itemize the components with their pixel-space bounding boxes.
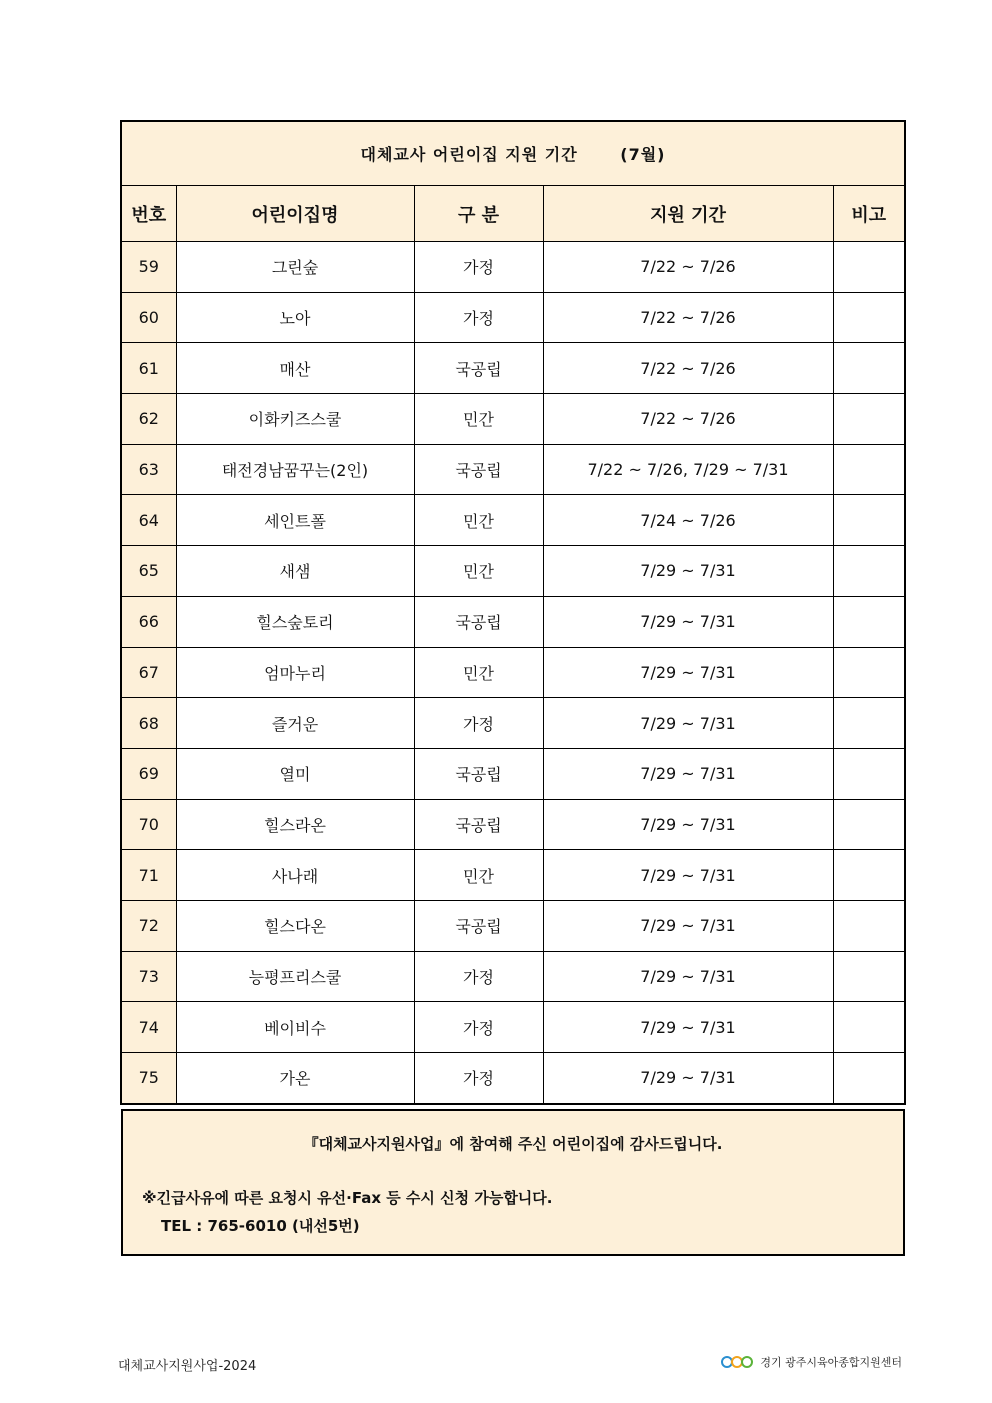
table-title	[121, 121, 905, 186]
header-category: 구 분	[414, 186, 543, 242]
row-number-cell: 71	[121, 850, 176, 901]
notice-tel: TEL : 765-6010 (내선5번)	[161, 1217, 360, 1235]
table-row	[121, 546, 905, 597]
row-number-cell: 65	[121, 546, 176, 597]
row-number-cell: 62	[121, 394, 176, 445]
row-remarks-cell	[833, 444, 905, 495]
footer-right	[720, 1353, 902, 1371]
header-support-period: 지원 기간	[543, 186, 833, 242]
row-number-cell: 69	[121, 748, 176, 799]
row-support-period-cell: 7/29 ~ 7/31	[543, 698, 833, 749]
notice-thanks: 『대체교사지원사업』에 참여해 주신 어린이집에 감사드립니다.	[303, 1135, 723, 1153]
table-row	[121, 1002, 905, 1053]
row-support-period-cell: 7/29 ~ 7/31	[543, 799, 833, 850]
row-category-cell: 가정	[414, 242, 543, 293]
table-row	[121, 596, 905, 647]
row-support-period-cell: 7/29 ~ 7/31	[543, 1053, 833, 1104]
row-category-cell: 가정	[414, 951, 543, 1002]
center-logo-icon	[720, 1353, 756, 1371]
row-number-cell: 63	[121, 444, 176, 495]
row-number-cell: 64	[121, 495, 176, 546]
row-daycare-name-cell: 그린숲	[176, 242, 414, 293]
table-row	[121, 799, 905, 850]
row-category-cell: 민간	[414, 495, 543, 546]
row-remarks-cell	[833, 343, 905, 394]
header-remarks: 비고	[833, 186, 905, 242]
header-number: 번호	[121, 186, 176, 242]
row-daycare-name-cell: 힐스라온	[176, 799, 414, 850]
table-row	[121, 343, 905, 394]
row-remarks-cell	[833, 900, 905, 951]
row-daycare-name-cell: 힐스숲토리	[176, 596, 414, 647]
table-row	[121, 394, 905, 445]
row-daycare-name-cell: 세인트폴	[176, 495, 414, 546]
row-remarks-cell	[833, 748, 905, 799]
row-daycare-name-cell: 베이비수	[176, 1002, 414, 1053]
row-support-period-cell: 7/29 ~ 7/31	[543, 850, 833, 901]
row-number-cell: 68	[121, 698, 176, 749]
row-support-period-cell: 7/22 ~ 7/26	[543, 242, 833, 293]
row-remarks-cell	[833, 951, 905, 1002]
row-category-cell: 가정	[414, 1002, 543, 1053]
row-support-period-cell: 7/29 ~ 7/31	[543, 951, 833, 1002]
table-row	[121, 242, 905, 293]
table-row	[121, 748, 905, 799]
row-number-cell: 72	[121, 900, 176, 951]
row-daycare-name-cell: 태전경남꿈꾸는(2인)	[176, 444, 414, 495]
row-daycare-name-cell: 가온	[176, 1053, 414, 1104]
row-category-cell: 민간	[414, 647, 543, 698]
row-daycare-name-cell: 이화키즈스쿨	[176, 394, 414, 445]
row-category-cell: 국공립	[414, 900, 543, 951]
row-category-cell: 민간	[414, 394, 543, 445]
footer-left-text: 대체교사지원사업-2024	[118, 1359, 257, 1374]
row-number-cell: 61	[121, 343, 176, 394]
table-row	[121, 495, 905, 546]
row-support-period-cell: 7/29 ~ 7/31	[543, 647, 833, 698]
row-support-period-cell: 7/29 ~ 7/31	[543, 1002, 833, 1053]
title-text: 대체교사 어린이집 지원 기간	[360, 145, 578, 164]
row-remarks-cell	[833, 242, 905, 293]
table-row	[121, 698, 905, 749]
row-remarks-cell	[833, 698, 905, 749]
row-support-period-cell: 7/29 ~ 7/31	[543, 596, 833, 647]
table-body	[121, 242, 905, 1104]
row-number-cell: 73	[121, 951, 176, 1002]
row-number-cell: 70	[121, 799, 176, 850]
row-category-cell: 국공립	[414, 343, 543, 394]
row-remarks-cell	[833, 850, 905, 901]
support-period-table	[120, 120, 906, 1105]
row-number-cell: 67	[121, 647, 176, 698]
row-category-cell: 민간	[414, 850, 543, 901]
row-daycare-name-cell: 엄마누리	[176, 647, 414, 698]
row-support-period-cell: 7/24 ~ 7/26	[543, 495, 833, 546]
row-remarks-cell	[833, 596, 905, 647]
row-remarks-cell	[833, 292, 905, 343]
row-category-cell: 국공립	[414, 596, 543, 647]
row-remarks-cell	[833, 495, 905, 546]
row-remarks-cell	[833, 799, 905, 850]
row-category-cell: 국공립	[414, 748, 543, 799]
row-number-cell: 75	[121, 1053, 176, 1104]
row-support-period-cell: 7/29 ~ 7/31	[543, 546, 833, 597]
row-remarks-cell	[833, 647, 905, 698]
title-month: (7월)	[620, 145, 666, 164]
notice-box	[121, 1109, 905, 1256]
row-number-cell: 74	[121, 1002, 176, 1053]
row-support-period-cell: 7/22 ~ 7/26	[543, 343, 833, 394]
row-daycare-name-cell: 노아	[176, 292, 414, 343]
row-number-cell: 60	[121, 292, 176, 343]
table-row	[121, 850, 905, 901]
row-daycare-name-cell: 사나래	[176, 850, 414, 901]
row-daycare-name-cell: 힐스다온	[176, 900, 414, 951]
table-row	[121, 951, 905, 1002]
row-support-period-cell: 7/29 ~ 7/31	[543, 748, 833, 799]
row-support-period-cell: 7/29 ~ 7/31	[543, 900, 833, 951]
row-daycare-name-cell: 새샘	[176, 546, 414, 597]
footer-right-text: 경기 광주시육아종합지원센터	[760, 1356, 902, 1369]
table-row	[121, 292, 905, 343]
header-row	[121, 186, 905, 242]
row-support-period-cell: 7/22 ~ 7/26, 7/29 ~ 7/31	[543, 444, 833, 495]
row-support-period-cell: 7/22 ~ 7/26	[543, 394, 833, 445]
row-number-cell: 66	[121, 596, 176, 647]
row-support-period-cell: 7/22 ~ 7/26	[543, 292, 833, 343]
header-daycare-name: 어린이집명	[176, 186, 414, 242]
row-remarks-cell	[833, 546, 905, 597]
row-category-cell: 가정	[414, 292, 543, 343]
row-number-cell: 59	[121, 242, 176, 293]
table-row	[121, 444, 905, 495]
row-remarks-cell	[833, 394, 905, 445]
row-remarks-cell	[833, 1053, 905, 1104]
row-category-cell: 국공립	[414, 444, 543, 495]
row-category-cell: 가정	[414, 698, 543, 749]
row-daycare-name-cell: 능평프리스쿨	[176, 951, 414, 1002]
row-category-cell: 가정	[414, 1053, 543, 1104]
row-category-cell: 국공립	[414, 799, 543, 850]
notice-urgent: ※긴급사유에 따른 요청시 유선·Fax 등 수시 신청 가능합니다.	[142, 1189, 553, 1207]
table-row	[121, 647, 905, 698]
row-daycare-name-cell: 즐거운	[176, 698, 414, 749]
row-remarks-cell	[833, 1002, 905, 1053]
table-row	[121, 1053, 905, 1104]
row-daycare-name-cell: 열미	[176, 748, 414, 799]
row-daycare-name-cell: 매산	[176, 343, 414, 394]
row-category-cell: 민간	[414, 546, 543, 597]
table-row	[121, 900, 905, 951]
